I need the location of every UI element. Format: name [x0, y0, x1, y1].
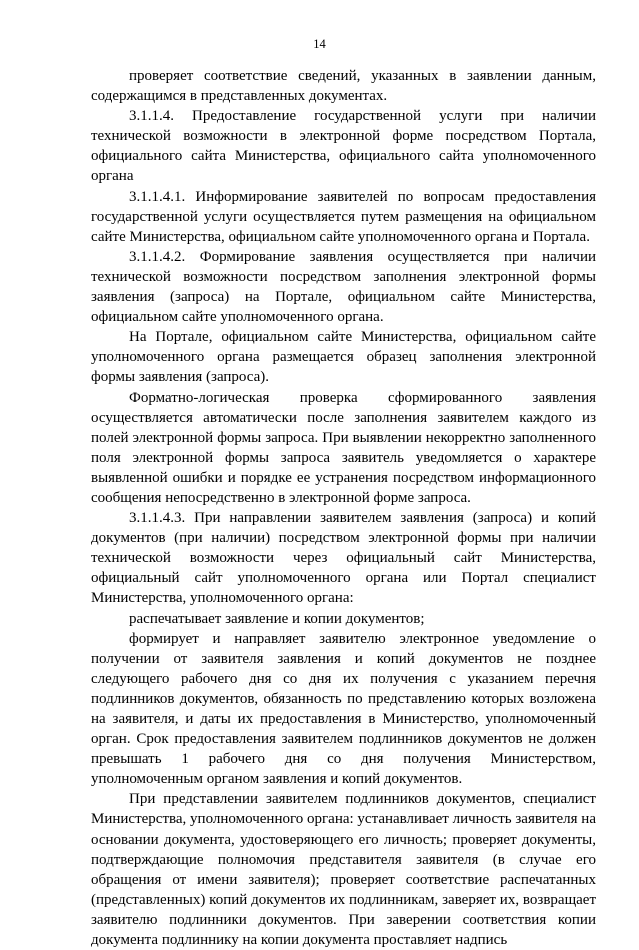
paragraph-3-1-1-4-2: 3.1.1.4.2. Формирование заявления осуществляется при наличии технической возможности посредством заполнения электронной формы заявления (запроса) на Портале, официальном сайте Министерства, официальном сайте уполномоченного органа.	[91, 248, 596, 326]
page-number: 14	[313, 37, 326, 51]
paragraph-original-documents: При представлении заявителем подлинников документов, специалист Министерства, уполномоченного органа: устанавливает личность заявителя на основании документа, удостоверяющего его личность; проверяет документы, подтверждающие полномочия представителя заявителя (в случае его обращения от имени заявителя); проверяет соответствие распечатанных (представленных) копий документов их подлинникам, заверяет их, возвращает заявителю подлинники документов. При заверении соответствия копии документа подлиннику на копии документа проставляет надпись	[91, 791, 596, 949]
paragraph-format-check: Форматно-логическая проверка сформированного заявления осуществляется автоматически после заполнения заявителем каждого из полей электронной формы запроса. При выявлении некорректно заполненного поля электронной формы запроса заявитель уведомляется о характере выявленной ошибки и порядке ее устранения посредством информационного сообщения непосредственно в электронной форме запроса.	[91, 389, 596, 506]
paragraph-portal-sample: На Портале, официальном сайте Министерства, официальном сайте уполномоченного органа размещается образец заполнения электронной формы заявления (запроса).	[91, 329, 596, 386]
paragraph-document-check: проверяет соответствие сведений, указанных в заявлении данным, содержащимся в представленных документах.	[91, 68, 596, 105]
paragraph-print-documents: распечатывает заявление и копии документов;	[129, 610, 425, 627]
paragraph-3-1-1-4: 3.1.1.4. Предоставление государственной услуги при наличии технической возможности в электронной форме посредством Портала, официального сайта Министерства, официального сайта уполномоченного органа	[91, 108, 596, 185]
paragraph-electronic-notice: формирует и направляет заявителю электронное уведомление о получении от заявителя заявления и копий документов не позднее следующего рабочего дня со дня их получения с указанием перечня подлинников документов, обязанность по представлению которых возложена на заявителя, и даты их предоставления в Министерство, уполномоченный орган. Срок предоставления заявителем подлинников документов не должен превышать 1 рабочего дня со дня получения Министерством, уполномоченным органом заявления и копий документов.	[91, 630, 596, 788]
document-body	[91, 66, 596, 950]
paragraph-3-1-1-4-3: 3.1.1.4.3. При направлении заявителем заявления (запроса) и копий документов (при наличии) посредством электронной формы при наличии технической возможности через официальный сайт Министерства, официальный сайт уполномоченного органа или Портал специалист Министерства, уполномоченного органа:	[91, 510, 596, 607]
paragraph-3-1-1-4-1: 3.1.1.4.1. Информирование заявителей по вопросам предоставления государственной услуги осуществляется путем размещения на официальном сайте Министерства, официальном сайте уполномоченного органа и Портала.	[91, 188, 596, 245]
